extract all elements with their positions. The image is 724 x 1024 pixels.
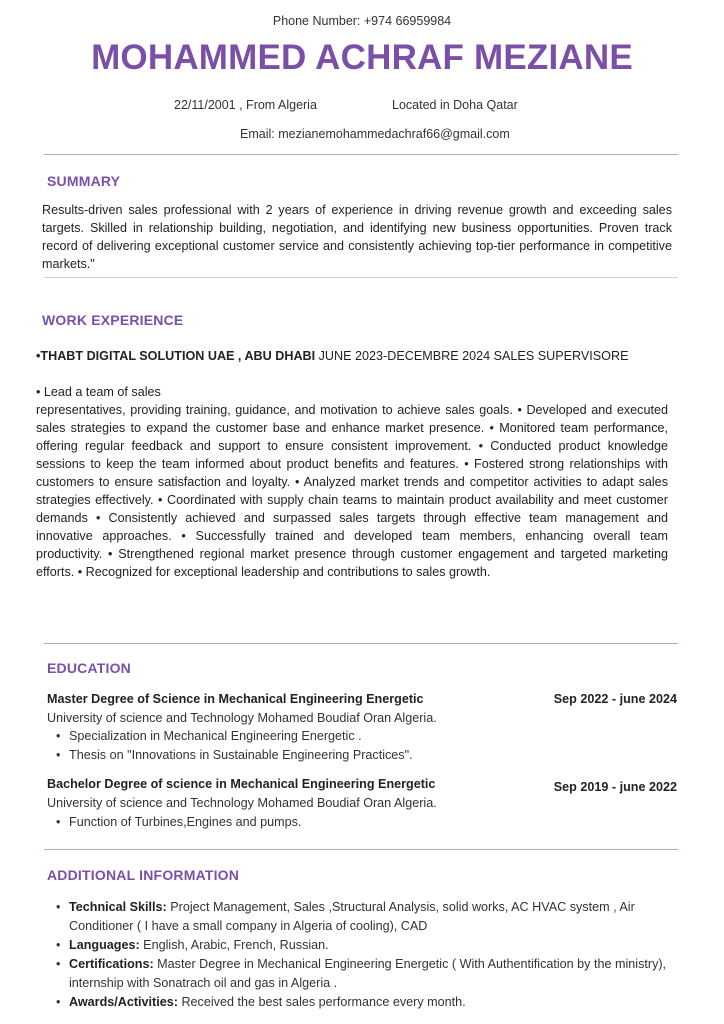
list-item bbox=[47, 955, 667, 993]
list-item: • Thesis on "Innovations in Sustainable Engineering Practices". bbox=[47, 746, 667, 765]
education-title: Bachelor Degree of science in Mechanical Engineering Energetic bbox=[47, 777, 436, 791]
email: Email: mezianemohammedachraf66@gmail.com bbox=[240, 127, 510, 141]
item-label: Technical Skills: bbox=[69, 900, 167, 914]
item-text: Project Management, Sales ,Structural Analysis, solid works, AC HVAC system , Air Conditioner ( I have a small company in Algeria of cooling), CAD bbox=[69, 900, 635, 933]
education-divider bbox=[44, 849, 678, 850]
item-label: Awards/Activities: bbox=[69, 995, 178, 1009]
candidate-name: MOHAMMED ACHRAF MEZIANE bbox=[91, 38, 633, 77]
list-item: • Specialization in Mechanical Engineering Energetic . bbox=[47, 727, 667, 746]
education-bullets bbox=[47, 813, 667, 832]
education-heading: EDUCATION bbox=[47, 660, 131, 676]
item-label: Languages: bbox=[69, 938, 140, 952]
job-period-role: JUNE 2023-DECEMBRE 2024 SALES SUPERVISORE bbox=[315, 349, 629, 363]
list-item bbox=[47, 898, 667, 936]
education-school: University of science and Technology Mohamed Boudiaf Oran Algeria. bbox=[47, 796, 437, 810]
header-divider bbox=[44, 154, 678, 155]
list-item: • Function of Turbines,Engines and pumps. bbox=[47, 813, 667, 832]
education-bullets bbox=[47, 727, 667, 765]
education-date: Sep 2019 - june 2022 bbox=[553, 780, 677, 794]
job-details: representatives, providing training, guidance, and motivation to achieve sales goals. • Developed and executed sales strategies to expand the customer base and enhance market presence. • Monitored team performance, offering regular feedback and support to ensure consistent improvement. • Conducted product knowledge sessions to keep the team informed about product benefits and features. • Fostered strong relationships with customers to ensure satisfaction and loyalty. • Analyzed market trends and competitor activities to adapt sales strategies effectively. • Coordinated with supply chain teams to maintain product availability and meet customer demands • Consistently achieved and surpassed sales targets through effective team management and innovative approaches. • Successfully trained and developed team members, enhancing overall team productivity. • Strengthened regional market presence through customer engagement and targeted marketing efforts. • Recognized for exceptional leadership and contributions to sales growth. bbox=[36, 403, 668, 579]
item-text: Received the best sales performance every month. bbox=[177, 995, 466, 1009]
summary-divider bbox=[44, 277, 678, 278]
list-item bbox=[47, 993, 667, 1012]
location-info: Located in Doha Qatar bbox=[392, 98, 518, 112]
summary-heading: SUMMARY bbox=[47, 173, 121, 189]
birth-info: 22/11/2001 , From Algeria bbox=[174, 98, 317, 112]
education-date: Sep 2022 - june 2024 bbox=[553, 692, 677, 706]
list-item bbox=[47, 936, 667, 955]
item-text: Master Degree in Mechanical Engineering Energetic ( With Authentification by the ministry), internship with Sonatrach oil and gas in Algeria . bbox=[69, 957, 667, 990]
item-label: Certifications: bbox=[69, 957, 154, 971]
work-divider bbox=[44, 643, 678, 644]
item-text: English, Arabic, French, Russian. bbox=[139, 938, 329, 952]
work-heading: WORK EXPERIENCE bbox=[42, 312, 184, 328]
education-school: University of science and Technology Mohamed Boudiaf Oran Algeria. bbox=[47, 711, 437, 725]
phone-number: Phone Number: +974 66959984 bbox=[272, 14, 452, 28]
job-company: •THABT DIGITAL SOLUTION UAE , ABU DHABI bbox=[36, 349, 316, 363]
education-title: Master Degree of Science in Mechanical Engineering Energetic bbox=[47, 692, 424, 706]
additional-list bbox=[47, 898, 667, 1012]
job-header bbox=[36, 347, 668, 365]
additional-heading: ADDITIONAL INFORMATION bbox=[47, 867, 240, 883]
job-lead-line: • Lead a team of sales bbox=[36, 385, 161, 399]
summary-text: Results-driven sales professional with 2 years of experience in driving revenue growth and exceeding sales targets. Skilled in relationship building, negotiation, and identifying new business opportunities. Proven track record of delivering exceptional customer service and consistently achieving top-tier performance in competitive markets." bbox=[42, 203, 672, 271]
